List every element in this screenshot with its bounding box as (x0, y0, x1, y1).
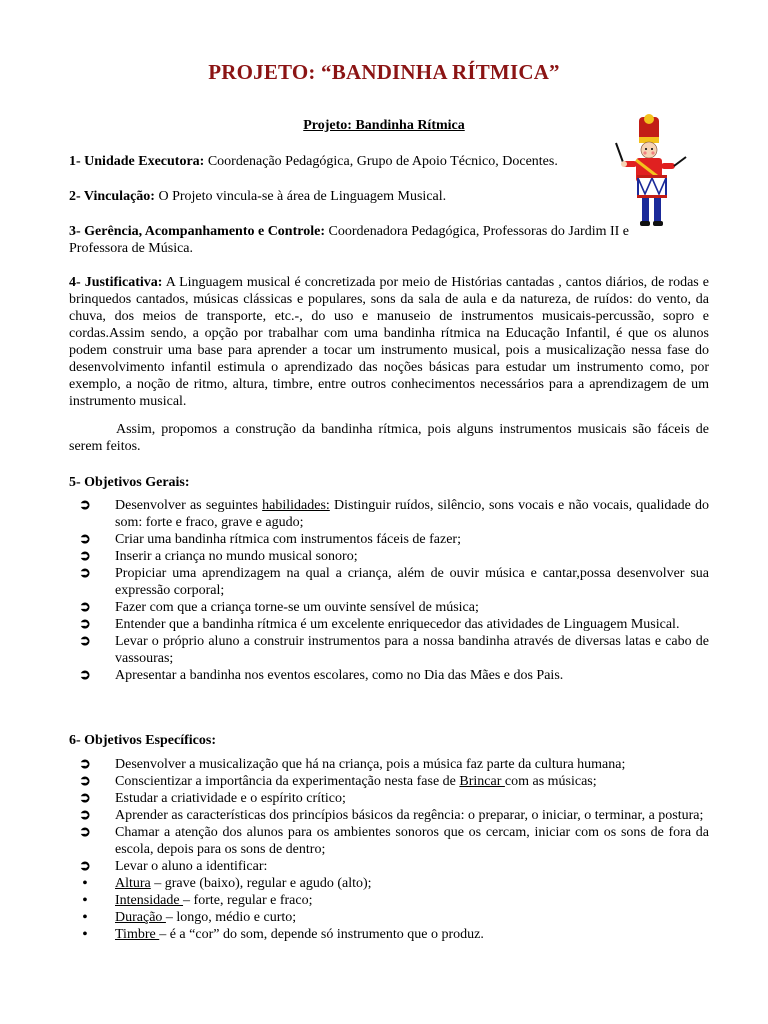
arrow-bullet-icon: ➲ (79, 808, 91, 823)
list-item-text: Distinguir ruídos, silêncio, sons vocais e não vocais, qualidade do som: forte e fraco, grave e agudo; (115, 498, 709, 530)
arrow-bullet-icon: ➲ (79, 498, 91, 513)
arrow-bullet-icon: ➲ (79, 859, 91, 874)
project-subtitle: Projeto: Bandinha Rítmica (303, 118, 465, 133)
section-1 (69, 153, 709, 170)
term-description: – grave (baixo), regular e agudo (alto); (150, 876, 372, 891)
term: Timbre (115, 927, 160, 942)
list-item-text: Propiciar uma aprendizagem na qual a criança, além de ouvir música e cantar,possa desenvolver sua expressão corporal; (115, 566, 709, 598)
page-title: PROJETO: “BANDINHA RÍTMICA” (208, 60, 560, 84)
arrow-bullet-icon: ➲ (79, 532, 91, 547)
section-2-label: 2- Vinculação: (69, 189, 155, 204)
section-4-text: A Linguagem musical é concretizada por meio de Histórias cantadas , cantos diários, de rodas e brinquedos cantados, músicas clássicas e populares, sons da sala de aula e da natureza, de ruídos: do vento, da chuva, dos meios de transporte, etc.-, do uso e manuseio de instrumentos musicais-percussão, sopro e cordas.Assim sendo, a opção por trabalhar com uma bandinha rítmica na Educação Infantil, é que os alunos podem construir uma base para aprender a tocar um instrumento musical, pois a musicalização nessa fase do desenvolvimento infantil estimula o aprendizado das noções básicas para estudar um instrumento como, por exemplo, a noção de ritmo, altura, timbre, entre outros conhecimentos necessários para a aprendizagem de um instrumento musical. (69, 275, 709, 409)
section-6-heading (69, 732, 709, 749)
list-item-text: Levar o aluno a identificar: (115, 859, 268, 874)
dot-bullet-icon: • (82, 893, 88, 908)
list-item (78, 892, 709, 909)
list-item (78, 756, 709, 773)
objetivos-especificos-list (78, 756, 709, 943)
list-item-text: Conscientizar a importância da experimentação nesta fase de (115, 774, 460, 789)
list-item (78, 790, 709, 807)
list-item-text: Entender que a bandinha rítmica é um excelente enriquecedor das atividades de Linguagem Musical. (115, 617, 680, 632)
list-item-text: Desenvolver a musicalização que há na criança, pois a música faz parte da cultura humana; (115, 757, 626, 772)
list-item-text: Levar o próprio aluno a construir instrumentos para a nossa bandinha através de diversas latas e cabo de vassouras; (115, 634, 709, 666)
list-item (78, 773, 709, 790)
arrow-bullet-icon: ➲ (79, 668, 91, 683)
list-item-text: Aprender as características dos princípios básicos da regência: o preparar, o iniciar, o terminar, a postura; (115, 808, 704, 823)
list-item (78, 875, 709, 892)
list-item-text: Criar uma bandinha rítmica com instrumentos fáceis de fazer; (115, 532, 461, 547)
list-item-text: Apresentar a bandinha nos eventos escolares, como no Dia das Mães e dos Pais. (115, 668, 564, 683)
section-6-heading-text: 6- Objetivos Específicos: (69, 733, 216, 748)
section-5-heading (69, 474, 709, 491)
section-3 (69, 223, 689, 257)
list-item-underlined: habilidades: (262, 498, 330, 513)
list-item-text: Estudar a criatividade e o espírito crítico; (115, 791, 346, 806)
arrow-bullet-icon: ➲ (79, 549, 91, 564)
toy-soldier-drummer-icon (612, 113, 692, 229)
term: Duração (115, 910, 166, 925)
section-4-paragraph-2: Assim, propomos a construção da bandinha rítmica, pois alguns instrumentos musicais são fáceis de serem feitos. (69, 422, 709, 454)
section-3-label: 3- Gerência, Acompanhamento e Controle: (69, 224, 325, 239)
list-item-text: Inserir a criança no mundo musical sonoro; (115, 549, 358, 564)
list-item-underlined: Brincar (459, 774, 505, 789)
list-item (78, 909, 709, 926)
term: Intensidade (115, 893, 184, 908)
section-1-label: 1- Unidade Executora: (69, 154, 205, 169)
arrow-bullet-icon: ➲ (79, 825, 91, 840)
arrow-bullet-icon: ➲ (79, 617, 91, 632)
list-item (78, 667, 709, 684)
list-item (78, 599, 709, 616)
term-description: – forte, regular e fraco; (183, 893, 313, 908)
section-2 (69, 188, 709, 205)
list-item (78, 858, 709, 875)
arrow-bullet-icon: ➲ (79, 634, 91, 649)
term: Altura (115, 876, 151, 891)
term-description: – longo, médio e curto; (165, 910, 297, 925)
arrow-bullet-icon: ➲ (79, 774, 91, 789)
list-item (78, 497, 709, 531)
list-item (78, 926, 709, 943)
section-5-heading-text: 5- Objetivos Gerais: (69, 475, 190, 490)
list-item (78, 548, 709, 565)
objetivos-gerais-list (78, 497, 709, 684)
arrow-bullet-icon: ➲ (79, 791, 91, 806)
section-4-label: 4- Justificativa: (69, 275, 163, 290)
list-item-text: com as músicas; (504, 774, 597, 789)
arrow-bullet-icon: ➲ (79, 757, 91, 772)
section-4 (69, 274, 709, 410)
dot-bullet-icon: • (82, 927, 88, 942)
list-item-text: Desenvolver as seguintes (115, 498, 263, 513)
dot-bullet-icon: • (82, 876, 88, 891)
section-3-text: Coordenadora Pedagógica, Professoras do Jardim II e Professora de Música. (69, 224, 630, 256)
list-item (78, 565, 709, 599)
arrow-bullet-icon: ➲ (79, 600, 91, 615)
list-item-text: Chamar a atenção dos alunos para os ambientes sonoros que os cercam, iniciar com os sons de fora da escola, depois para os sons de dentro; (115, 825, 709, 857)
dot-bullet-icon: • (82, 910, 88, 925)
list-item-text: Fazer com que a criança torne-se um ouvinte sensível de música; (115, 600, 479, 615)
section-2-text: O Projeto vincula-se à área de Linguagem Musical. (154, 189, 447, 204)
list-item (78, 633, 709, 667)
list-item (78, 824, 709, 858)
section-1-text: Coordenação Pedagógica, Grupo de Apoio Técnico, Docentes. (204, 154, 558, 169)
arrow-bullet-icon: ➲ (79, 566, 91, 581)
list-item (78, 616, 709, 633)
term-description: – é a “cor” do som, depende só instrumento que o produz. (159, 927, 484, 942)
list-item (78, 531, 709, 548)
list-item (78, 807, 709, 824)
